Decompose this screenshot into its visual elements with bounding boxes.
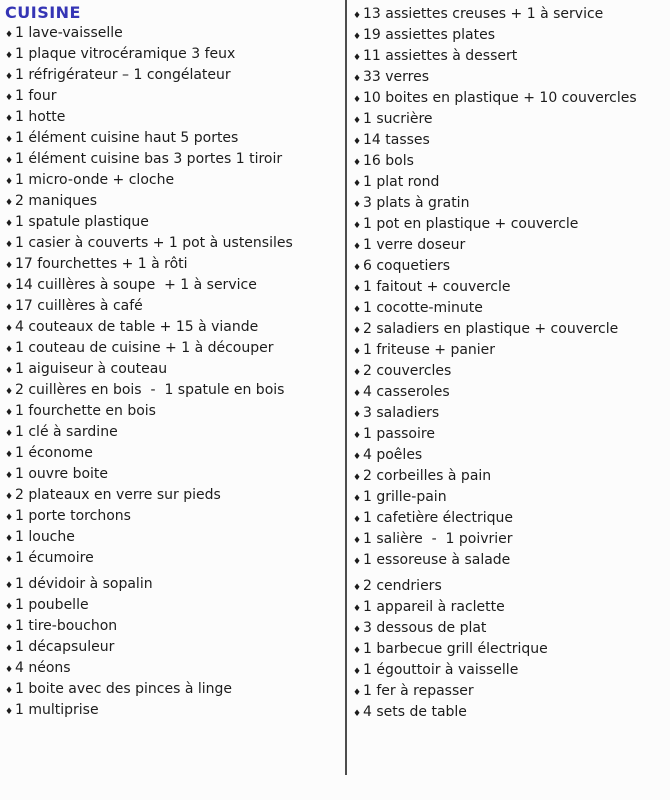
list-item [5,275,343,296]
item-label: 1 faitout + couvercle [363,279,511,295]
item-label: 19 assiettes plates [363,27,496,43]
diamond-bullet-icon: ♦ [5,303,14,313]
list-item [353,550,668,571]
item-label: 1 ouvre boite [15,466,109,482]
list-item [5,616,343,637]
list-item [353,529,668,550]
item-label: 1 élément cuisine bas 3 portes 1 tiroir [15,151,283,167]
diamond-bullet-icon: ♦ [5,324,14,334]
item-label: 1 cocotte-minute [363,300,483,316]
list-item [353,340,668,361]
diamond-bullet-icon: ♦ [5,602,14,612]
diamond-bullet-icon: ♦ [353,305,362,315]
item-label: 1 barbecue grill électrique [363,641,548,657]
item-label: 1 salière - 1 poivrier [363,531,513,547]
diamond-bullet-icon: ♦ [5,408,14,418]
list-item [353,4,668,25]
list-item [5,443,343,464]
item-label: 11 assiettes à dessert [363,48,518,64]
diamond-bullet-icon: ♦ [5,114,14,124]
list-item [5,380,343,401]
item-label: 1 casier à couverts + 1 pot à ustensiles [15,235,293,251]
item-label: 33 verres [363,69,430,85]
item-label: 1 hotte [15,109,66,125]
diamond-bullet-icon: ♦ [353,11,362,21]
diamond-bullet-icon: ♦ [5,219,14,229]
item-label: 2 cendriers [363,578,442,594]
list-item [5,359,343,380]
list-item [5,128,343,149]
diamond-bullet-icon: ♦ [353,646,362,656]
item-label: 1 économe [15,445,93,461]
item-label: 3 dessous de plat [363,620,487,636]
diamond-bullet-icon: ♦ [5,644,14,654]
diamond-bullet-icon: ♦ [5,387,14,397]
list-item [5,637,343,658]
list-item [353,466,668,487]
list-item [5,170,343,191]
item-label: 1 grille-pain [363,489,447,505]
page-title: CUISINE [5,3,81,22]
item-label: 1 spatule plastique [15,214,149,230]
list-item [5,506,343,527]
list-item [353,508,668,529]
list-item [353,277,668,298]
item-label: 1 décapsuleur [15,639,115,655]
diamond-bullet-icon: ♦ [353,116,362,126]
diamond-bullet-icon: ♦ [5,156,14,166]
diamond-bullet-icon: ♦ [353,368,362,378]
list-item [5,338,343,359]
diamond-bullet-icon: ♦ [5,471,14,481]
item-label: 2 couvercles [363,363,452,379]
list-item [353,88,668,109]
right-item-list [353,4,668,723]
diamond-bullet-icon: ♦ [5,581,14,591]
list-item [353,618,668,639]
item-label: 1 verre doseur [363,237,466,253]
column-divider [345,0,347,775]
diamond-bullet-icon: ♦ [353,709,362,719]
list-item [353,681,668,702]
diamond-bullet-icon: ♦ [5,282,14,292]
item-label: 1 micro-onde + cloche [15,172,175,188]
diamond-bullet-icon: ♦ [353,53,362,63]
diamond-bullet-icon: ♦ [353,410,362,420]
item-label: 2 saladiers en plastique + couvercle [363,321,619,337]
list-item [353,487,668,508]
item-label: 3 plats à gratin [363,195,470,211]
item-label: 2 maniques [15,193,98,209]
list-item [353,172,668,193]
diamond-bullet-icon: ♦ [353,604,362,614]
list-item [353,361,668,382]
list-item [353,214,668,235]
diamond-bullet-icon: ♦ [5,450,14,460]
list-item [353,319,668,340]
diamond-bullet-icon: ♦ [353,557,362,567]
list-item [353,109,668,130]
item-label: 1 plaque vitrocéramique 3 feux [15,46,236,62]
list-item [5,65,343,86]
list-item [5,422,343,443]
diamond-bullet-icon: ♦ [353,221,362,231]
diamond-bullet-icon: ♦ [353,389,362,399]
item-label: 4 casseroles [363,384,450,400]
diamond-bullet-icon: ♦ [5,261,14,271]
diamond-bullet-icon: ♦ [353,625,362,635]
list-item [5,254,343,275]
diamond-bullet-icon: ♦ [5,198,14,208]
diamond-bullet-icon: ♦ [353,284,362,294]
diamond-bullet-icon: ♦ [353,583,362,593]
list-item [353,235,668,256]
diamond-bullet-icon: ♦ [5,686,14,696]
list-item [5,44,343,65]
item-label: 1 louche [15,529,75,545]
list-item [353,382,668,403]
diamond-bullet-icon: ♦ [353,452,362,462]
diamond-bullet-icon: ♦ [353,431,362,441]
list-item [5,86,343,107]
item-label: 10 boites en plastique + 10 couvercles [363,90,637,106]
item-label: 1 sucrière [363,111,433,127]
diamond-bullet-icon: ♦ [353,242,362,252]
diamond-bullet-icon: ♦ [353,347,362,357]
diamond-bullet-icon: ♦ [353,179,362,189]
item-label: 1 réfrigérateur – 1 congélateur [15,67,231,83]
item-label: 1 multiprise [15,702,99,718]
list-item [353,424,668,445]
item-label: 1 poubelle [15,597,89,613]
item-label: 1 boite avec des pinces à linge [15,681,233,697]
diamond-bullet-icon: ♦ [5,555,14,565]
item-label: 6 coquetiers [363,258,451,274]
list-item [353,639,668,660]
diamond-bullet-icon: ♦ [353,74,362,84]
list-item [5,700,343,721]
list-item [5,23,343,44]
diamond-bullet-icon: ♦ [353,200,362,210]
diamond-bullet-icon: ♦ [353,494,362,504]
item-label: 1 cafetière électrique [363,510,514,526]
item-label: 2 plateaux en verre sur pieds [15,487,221,503]
item-label: 1 tire-bouchon [15,618,118,634]
diamond-bullet-icon: ♦ [5,30,14,40]
diamond-bullet-icon: ♦ [5,51,14,61]
diamond-bullet-icon: ♦ [5,72,14,82]
item-label: 1 friteuse + panier [363,342,496,358]
diamond-bullet-icon: ♦ [353,515,362,525]
list-item [5,107,343,128]
diamond-bullet-icon: ♦ [5,345,14,355]
list-item [353,46,668,67]
diamond-bullet-icon: ♦ [353,95,362,105]
diamond-bullet-icon: ♦ [5,665,14,675]
item-label: 17 fourchettes + 1 à rôti [15,256,188,272]
diamond-bullet-icon: ♦ [5,513,14,523]
list-item [353,403,668,424]
list-item [5,527,343,548]
diamond-bullet-icon: ♦ [353,688,362,698]
diamond-bullet-icon: ♦ [5,93,14,103]
item-label: 1 essoreuse à salade [363,552,511,568]
left-item-list [5,23,343,721]
item-label: 1 couteau de cuisine + 1 à découper [15,340,274,356]
diamond-bullet-icon: ♦ [353,158,362,168]
item-label: 13 assiettes creuses + 1 à service [363,6,604,22]
item-label: 1 fourchette en bois [15,403,156,419]
item-label: 17 cuillères à café [15,298,143,314]
list-item [353,130,668,151]
item-label: 1 plat rond [363,174,440,190]
item-label: 1 égouttoir à vaisselle [363,662,519,678]
list-item [5,233,343,254]
diamond-bullet-icon: ♦ [353,536,362,546]
list-item [5,548,343,569]
item-label: 4 néons [15,660,71,676]
diamond-bullet-icon: ♦ [353,667,362,677]
diamond-bullet-icon: ♦ [5,177,14,187]
item-label: 4 poêles [363,447,423,463]
diamond-bullet-icon: ♦ [5,240,14,250]
diamond-bullet-icon: ♦ [353,473,362,483]
item-label: 2 cuillères en bois - 1 spatule en bois [15,382,285,398]
diamond-bullet-icon: ♦ [353,326,362,336]
list-item [353,576,668,597]
item-label: 1 fer à repasser [363,683,474,699]
list-item [353,193,668,214]
item-label: 1 aiguiseur à couteau [15,361,168,377]
list-item [353,256,668,277]
list-item [353,445,668,466]
right-column [353,0,668,723]
list-item [353,597,668,618]
diamond-bullet-icon: ♦ [5,366,14,376]
list-item [353,151,668,172]
list-item [353,298,668,319]
item-label: 3 saladiers [363,405,440,421]
item-label: 1 passoire [363,426,435,442]
diamond-bullet-icon: ♦ [5,623,14,633]
diamond-bullet-icon: ♦ [5,135,14,145]
list-item [353,660,668,681]
list-item [5,296,343,317]
list-item [353,67,668,88]
list-item [5,149,343,170]
list-item [5,679,343,700]
left-column [5,0,343,721]
diamond-bullet-icon: ♦ [353,32,362,42]
list-item [5,212,343,233]
item-label: 1 porte torchons [15,508,131,524]
item-label: 14 tasses [363,132,430,148]
item-label: 1 four [15,88,57,104]
list-item [5,317,343,338]
item-label: 16 bols [363,153,414,169]
list-item [5,485,343,506]
item-label: 1 appareil à raclette [363,599,505,615]
list-item [5,464,343,485]
list-item [5,574,343,595]
item-label: 4 sets de table [363,704,467,720]
diamond-bullet-icon: ♦ [5,492,14,502]
diamond-bullet-icon: ♦ [5,534,14,544]
list-item [5,401,343,422]
item-label: 2 corbeilles à pain [363,468,492,484]
item-label: 1 lave-vaisselle [15,25,123,41]
item-label: 1 écumoire [15,550,94,566]
item-label: 14 cuillères à soupe + 1 à service [15,277,257,293]
diamond-bullet-icon: ♦ [353,137,362,147]
diamond-bullet-icon: ♦ [353,263,362,273]
list-item [353,702,668,723]
list-item [5,658,343,679]
diamond-bullet-icon: ♦ [5,707,14,717]
item-label: 4 couteaux de table + 15 à viande [15,319,259,335]
item-label: 1 élément cuisine haut 5 portes [15,130,239,146]
diamond-bullet-icon: ♦ [5,429,14,439]
list-item [5,595,343,616]
item-label: 1 dévidoir à sopalin [15,576,153,592]
list-item [5,191,343,212]
item-label: 1 pot en plastique + couvercle [363,216,579,232]
item-label: 1 clé à sardine [15,424,118,440]
list-item [353,25,668,46]
